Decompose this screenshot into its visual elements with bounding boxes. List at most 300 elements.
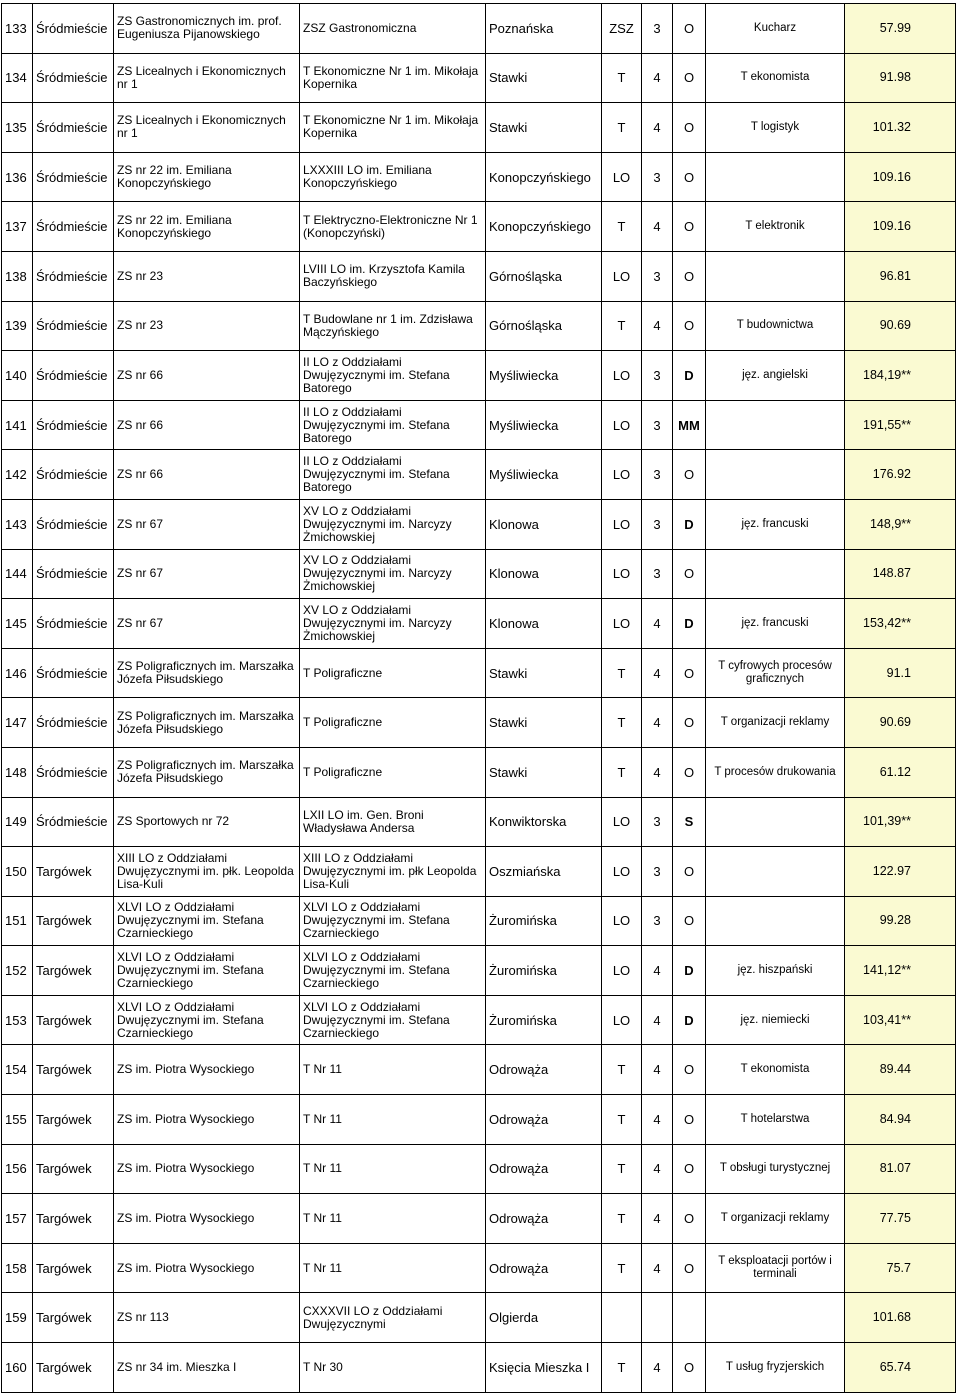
profile-cell [706, 1293, 845, 1343]
table-body [2, 4, 956, 1393]
class-type-cell: O [673, 251, 706, 301]
years-cell: 4 [642, 1194, 673, 1244]
score-cell: 141,12** [845, 946, 956, 996]
district-cell: Targówek [33, 1045, 114, 1095]
street-cell: Księcia Mieszka I [486, 1343, 602, 1393]
class-type-cell: O [673, 698, 706, 748]
school-type-cell: LO [602, 599, 642, 649]
class-type-cell: O [673, 1343, 706, 1393]
score-cell: 84.94 [845, 1095, 956, 1145]
school-type-cell: T [602, 1144, 642, 1194]
school-type-cell: LO [602, 351, 642, 401]
school-type-cell: T [602, 202, 642, 252]
score-cell: 101.32 [845, 103, 956, 153]
district-cell: Śródmieście [33, 648, 114, 698]
school-complex-cell: ZS nr 67 [114, 499, 300, 549]
school-type-cell: ZSZ [602, 4, 642, 54]
district-cell: Śródmieście [33, 698, 114, 748]
class-type-cell: O [673, 747, 706, 797]
table-row [2, 1243, 956, 1293]
years-cell: 4 [642, 648, 673, 698]
row-number: 139 [2, 301, 33, 351]
district-cell: Targówek [33, 1095, 114, 1145]
street-cell: Stawki [486, 698, 602, 748]
table-row [2, 351, 956, 401]
score-cell: 101.68 [845, 1293, 956, 1343]
class-type-cell: O [673, 450, 706, 500]
school-name-cell: XV LO z Oddziałami Dwujęzycznymi im. Narcyzy Żmichowskiej [300, 549, 486, 599]
street-cell: Olgierda [486, 1293, 602, 1343]
street-cell: Klonowa [486, 599, 602, 649]
row-number: 133 [2, 4, 33, 54]
row-number: 156 [2, 1144, 33, 1194]
street-cell: Odrowąża [486, 1144, 602, 1194]
school-name-cell: T Nr 11 [300, 1243, 486, 1293]
score-cell: 153,42** [845, 599, 956, 649]
row-number: 145 [2, 599, 33, 649]
years-cell [642, 1293, 673, 1343]
score-cell: 91.98 [845, 53, 956, 103]
school-complex-cell: ZS Licealnych i Ekonomicznych nr 1 [114, 103, 300, 153]
district-cell: Śródmieście [33, 499, 114, 549]
table-row [2, 301, 956, 351]
school-complex-cell: ZS nr 23 [114, 301, 300, 351]
street-cell: Stawki [486, 103, 602, 153]
school-complex-cell: ZS im. Piotra Wysockiego [114, 1144, 300, 1194]
profile-cell: T elektronik [706, 202, 845, 252]
street-cell: Stawki [486, 648, 602, 698]
profile-cell: T usług fryzjerskich [706, 1343, 845, 1393]
district-cell: Targówek [33, 1144, 114, 1194]
years-cell: 4 [642, 599, 673, 649]
class-type-cell: O [673, 103, 706, 153]
class-type-cell: MM [673, 400, 706, 450]
school-name-cell: II LO z Oddziałami Dwujęzycznymi im. Stefana Batorego [300, 450, 486, 500]
score-cell: 148,9** [845, 499, 956, 549]
school-name-cell: T Ekonomiczne Nr 1 im. Mikołaja Kopernika [300, 103, 486, 153]
table-row [2, 847, 956, 897]
school-complex-cell: ZS Poligraficznych im. Marszałka Józefa Piłsudskiego [114, 747, 300, 797]
district-cell: Śródmieście [33, 53, 114, 103]
score-cell: 101,39** [845, 797, 956, 847]
row-number: 147 [2, 698, 33, 748]
years-cell: 3 [642, 549, 673, 599]
profile-cell: T budownictwa [706, 301, 845, 351]
table-row [2, 450, 956, 500]
score-cell: 184,19** [845, 351, 956, 401]
district-cell: Śródmieście [33, 251, 114, 301]
school-type-cell: LO [602, 995, 642, 1045]
school-complex-cell: ZS nr 22 im. Emiliana Konopczyńskiego [114, 202, 300, 252]
school-complex-cell: ZS nr 113 [114, 1293, 300, 1343]
years-cell: 4 [642, 301, 673, 351]
years-cell: 4 [642, 995, 673, 1045]
table-row [2, 1095, 956, 1145]
years-cell: 3 [642, 152, 673, 202]
school-name-cell: CXXXVII LO z Oddziałami Dwujęzycznymi [300, 1293, 486, 1343]
score-cell: 191,55** [845, 400, 956, 450]
years-cell: 3 [642, 797, 673, 847]
row-number: 135 [2, 103, 33, 153]
table-row [2, 698, 956, 748]
class-type-cell: D [673, 499, 706, 549]
years-cell: 4 [642, 1095, 673, 1145]
street-cell: Myśliwiecka [486, 400, 602, 450]
table-row [2, 648, 956, 698]
street-cell: Myśliwiecka [486, 351, 602, 401]
row-number: 150 [2, 847, 33, 897]
school-type-cell: LO [602, 946, 642, 996]
district-cell: Śródmieście [33, 450, 114, 500]
years-cell: 4 [642, 53, 673, 103]
street-cell: Konwiktorska [486, 797, 602, 847]
score-cell: 89.44 [845, 1045, 956, 1095]
profile-cell [706, 152, 845, 202]
score-cell: 77.75 [845, 1194, 956, 1244]
table-row [2, 499, 956, 549]
school-complex-cell: ZS im. Piotra Wysockiego [114, 1045, 300, 1095]
district-cell: Śródmieście [33, 103, 114, 153]
profile-cell: jęz. francuski [706, 599, 845, 649]
score-cell: 109.16 [845, 152, 956, 202]
district-cell: Śródmieście [33, 599, 114, 649]
profile-cell: Kucharz [706, 4, 845, 54]
class-type-cell: O [673, 53, 706, 103]
years-cell: 4 [642, 698, 673, 748]
table-row [2, 1343, 956, 1393]
row-number: 134 [2, 53, 33, 103]
district-cell: Śródmieście [33, 351, 114, 401]
street-cell: Odrowąża [486, 1194, 602, 1244]
school-type-cell: T [602, 1343, 642, 1393]
row-number: 140 [2, 351, 33, 401]
row-number: 138 [2, 251, 33, 301]
table-row [2, 251, 956, 301]
school-type-cell: LO [602, 797, 642, 847]
table-row [2, 152, 956, 202]
years-cell: 4 [642, 747, 673, 797]
school-type-cell: T [602, 103, 642, 153]
score-cell: 176.92 [845, 450, 956, 500]
school-complex-cell: ZS Gastronomicznych im. prof. Eugeniusza Pijanowskiego [114, 4, 300, 54]
school-complex-cell: ZS nr 66 [114, 400, 300, 450]
school-admissions-table [1, 3, 956, 1393]
street-cell: Poznańska [486, 4, 602, 54]
school-name-cell: XLVI LO z Oddziałami Dwujęzycznymi im. Stefana Czarnieckiego [300, 896, 486, 946]
table-row [2, 549, 956, 599]
years-cell: 3 [642, 251, 673, 301]
row-number: 144 [2, 549, 33, 599]
table-row [2, 1194, 956, 1244]
school-complex-cell: ZS im. Piotra Wysockiego [114, 1243, 300, 1293]
profile-cell: T cyfrowych procesów graficznych [706, 648, 845, 698]
school-name-cell: XLVI LO z Oddziałami Dwujęzycznymi im. Stefana Czarnieckiego [300, 995, 486, 1045]
table-row [2, 1144, 956, 1194]
score-cell: 75.7 [845, 1243, 956, 1293]
school-type-cell: T [602, 1194, 642, 1244]
district-cell: Targówek [33, 1194, 114, 1244]
school-type-cell: LO [602, 400, 642, 450]
street-cell: Odrowąża [486, 1243, 602, 1293]
school-type-cell: LO [602, 896, 642, 946]
class-type-cell: O [673, 896, 706, 946]
school-name-cell: T Nr 30 [300, 1343, 486, 1393]
score-cell: 103,41** [845, 995, 956, 1045]
profile-cell: T hotelarstwa [706, 1095, 845, 1145]
profile-cell [706, 549, 845, 599]
school-complex-cell: XIII LO z Oddziałami Dwujęzycznymi im. płk. Leopolda Lisa-Kuli [114, 847, 300, 897]
profile-cell [706, 251, 845, 301]
street-cell: Oszmiańska [486, 847, 602, 897]
school-name-cell: ZSZ Gastronomiczna [300, 4, 486, 54]
school-type-cell [602, 1293, 642, 1343]
district-cell: Targówek [33, 896, 114, 946]
row-number: 160 [2, 1343, 33, 1393]
years-cell: 4 [642, 1243, 673, 1293]
profile-cell [706, 450, 845, 500]
school-type-cell: LO [602, 251, 642, 301]
profile-cell: jęz. francuski [706, 499, 845, 549]
table-row [2, 599, 956, 649]
years-cell: 3 [642, 847, 673, 897]
school-complex-cell: XLVI LO z Oddziałami Dwujęzycznymi im. Stefana Czarnieckiego [114, 896, 300, 946]
school-name-cell: II LO z Oddziałami Dwujęzycznymi im. Stefana Batorego [300, 400, 486, 450]
score-cell: 91.1 [845, 648, 956, 698]
table-row [2, 797, 956, 847]
profile-cell: jęz. angielski [706, 351, 845, 401]
table-row [2, 4, 956, 54]
table-row [2, 946, 956, 996]
profile-cell [706, 400, 845, 450]
table-row [2, 896, 956, 946]
school-name-cell: T Elektryczno-Elektroniczne Nr 1 (Konopczyński) [300, 202, 486, 252]
school-type-cell: T [602, 698, 642, 748]
score-cell: 90.69 [845, 698, 956, 748]
row-number: 142 [2, 450, 33, 500]
years-cell: 3 [642, 4, 673, 54]
class-type-cell: S [673, 797, 706, 847]
row-number: 148 [2, 747, 33, 797]
class-type-cell: D [673, 995, 706, 1045]
score-cell: 109.16 [845, 202, 956, 252]
street-cell: Żuromińska [486, 946, 602, 996]
row-number: 141 [2, 400, 33, 450]
district-cell: Targówek [33, 1343, 114, 1393]
class-type-cell: O [673, 1243, 706, 1293]
school-complex-cell: ZS im. Piotra Wysockiego [114, 1194, 300, 1244]
row-number: 157 [2, 1194, 33, 1244]
class-type-cell: O [673, 301, 706, 351]
street-cell: Odrowąża [486, 1045, 602, 1095]
class-type-cell: D [673, 946, 706, 996]
class-type-cell: O [673, 202, 706, 252]
street-cell: Konopczyńskiego [486, 152, 602, 202]
row-number: 151 [2, 896, 33, 946]
school-type-cell: LO [602, 450, 642, 500]
street-cell: Myśliwiecka [486, 450, 602, 500]
street-cell: Stawki [486, 747, 602, 797]
school-name-cell: XIII LO z Oddziałami Dwujęzycznymi im. płk Leopolda Lisa-Kuli [300, 847, 486, 897]
table-row [2, 1293, 956, 1343]
school-name-cell: LXII LO im. Gen. Broni Władysława Andersa [300, 797, 486, 847]
district-cell: Targówek [33, 995, 114, 1045]
profile-cell: T procesów drukowania [706, 747, 845, 797]
profile-cell: T eksploatacji portów i terminali [706, 1243, 845, 1293]
school-complex-cell: XLVI LO z Oddziałami Dwujęzycznymi im. Stefana Czarnieckiego [114, 995, 300, 1045]
score-cell: 99.28 [845, 896, 956, 946]
row-number: 154 [2, 1045, 33, 1095]
school-complex-cell: ZS im. Piotra Wysockiego [114, 1095, 300, 1145]
years-cell: 4 [642, 1144, 673, 1194]
row-number: 136 [2, 152, 33, 202]
years-cell: 4 [642, 202, 673, 252]
school-name-cell: T Nr 11 [300, 1095, 486, 1145]
district-cell: Targówek [33, 847, 114, 897]
street-cell: Klonowa [486, 549, 602, 599]
score-cell: 57.99 [845, 4, 956, 54]
district-cell: Śródmieście [33, 202, 114, 252]
class-type-cell: O [673, 1144, 706, 1194]
school-name-cell: LXXXIII LO im. Emiliana Konopczyńskiego [300, 152, 486, 202]
school-name-cell: II LO z Oddziałami Dwujęzycznymi im. Stefana Batorego [300, 351, 486, 401]
school-name-cell: T Nr 11 [300, 1194, 486, 1244]
class-type-cell: O [673, 847, 706, 897]
district-cell: Śródmieście [33, 4, 114, 54]
street-cell: Klonowa [486, 499, 602, 549]
years-cell: 4 [642, 946, 673, 996]
school-type-cell: T [602, 747, 642, 797]
class-type-cell [673, 1293, 706, 1343]
table-row [2, 202, 956, 252]
school-type-cell: LO [602, 847, 642, 897]
school-complex-cell: ZS nr 34 im. Mieszka I [114, 1343, 300, 1393]
table-row [2, 53, 956, 103]
profile-cell: T logistyk [706, 103, 845, 153]
district-cell: Targówek [33, 1243, 114, 1293]
score-cell: 90.69 [845, 301, 956, 351]
street-cell: Odrowąża [486, 1095, 602, 1145]
school-name-cell: LVIII LO im. Krzysztofa Kamila Baczyńskiego [300, 251, 486, 301]
profile-cell: T organizacji reklamy [706, 1194, 845, 1244]
class-type-cell: O [673, 4, 706, 54]
row-number: 146 [2, 648, 33, 698]
school-name-cell: T Budowlane nr 1 im. Zdzisława Mączyńskiego [300, 301, 486, 351]
row-number: 137 [2, 202, 33, 252]
class-type-cell: O [673, 152, 706, 202]
score-cell: 61.12 [845, 747, 956, 797]
school-type-cell: T [602, 301, 642, 351]
row-number: 158 [2, 1243, 33, 1293]
profile-cell: T organizacji reklamy [706, 698, 845, 748]
class-type-cell: D [673, 351, 706, 401]
profile-cell [706, 847, 845, 897]
school-name-cell: XV LO z Oddziałami Dwujęzycznymi im. Narcyzy Żmichowskiej [300, 599, 486, 649]
school-complex-cell: ZS nr 66 [114, 450, 300, 500]
profile-cell: jęz. hiszpański [706, 946, 845, 996]
school-name-cell: T Ekonomiczne Nr 1 im. Mikołaja Kopernika [300, 53, 486, 103]
school-type-cell: T [602, 648, 642, 698]
school-type-cell: LO [602, 152, 642, 202]
school-name-cell: T Poligraficzne [300, 747, 486, 797]
years-cell: 3 [642, 450, 673, 500]
school-complex-cell: ZS Poligraficznych im. Marszałka Józefa Piłsudskiego [114, 698, 300, 748]
profile-cell [706, 797, 845, 847]
school-type-cell: LO [602, 549, 642, 599]
school-type-cell: T [602, 1243, 642, 1293]
row-number: 143 [2, 499, 33, 549]
school-complex-cell: ZS nr 67 [114, 599, 300, 649]
row-number: 155 [2, 1095, 33, 1145]
school-type-cell: LO [602, 499, 642, 549]
street-cell: Żuromińska [486, 896, 602, 946]
street-cell: Konopczyńskiego [486, 202, 602, 252]
class-type-cell: O [673, 648, 706, 698]
school-complex-cell: ZS nr 22 im. Emiliana Konopczyńskiego [114, 152, 300, 202]
district-cell: Targówek [33, 1293, 114, 1343]
score-cell: 65.74 [845, 1343, 956, 1393]
profile-cell: T ekonomista [706, 1045, 845, 1095]
school-complex-cell: ZS nr 23 [114, 251, 300, 301]
district-cell: Śródmieście [33, 400, 114, 450]
street-cell: Górnośląska [486, 251, 602, 301]
class-type-cell: O [673, 1095, 706, 1145]
district-cell: Śródmieście [33, 301, 114, 351]
score-cell: 81.07 [845, 1144, 956, 1194]
street-cell: Górnośląska [486, 301, 602, 351]
school-name-cell: T Nr 11 [300, 1045, 486, 1095]
class-type-cell: O [673, 1194, 706, 1244]
district-cell: Śródmieście [33, 549, 114, 599]
years-cell: 4 [642, 1045, 673, 1095]
years-cell: 3 [642, 400, 673, 450]
district-cell: Śródmieście [33, 152, 114, 202]
row-number: 153 [2, 995, 33, 1045]
table-row [2, 400, 956, 450]
score-cell: 96.81 [845, 251, 956, 301]
row-number: 152 [2, 946, 33, 996]
table-row [2, 1045, 956, 1095]
class-type-cell: O [673, 1045, 706, 1095]
school-name-cell: XLVI LO z Oddziałami Dwujęzycznymi im. Stefana Czarnieckiego [300, 946, 486, 996]
school-complex-cell: ZS Sportowych nr 72 [114, 797, 300, 847]
school-name-cell: T Poligraficzne [300, 698, 486, 748]
school-type-cell: T [602, 53, 642, 103]
school-complex-cell: ZS Poligraficznych im. Marszałka Józefa Piłsudskiego [114, 648, 300, 698]
school-type-cell: T [602, 1095, 642, 1145]
years-cell: 4 [642, 1343, 673, 1393]
school-complex-cell: ZS Licealnych i Ekonomicznych nr 1 [114, 53, 300, 103]
table-row [2, 103, 956, 153]
years-cell: 3 [642, 351, 673, 401]
score-cell: 148.87 [845, 549, 956, 599]
school-complex-cell: ZS nr 67 [114, 549, 300, 599]
table-row [2, 747, 956, 797]
table-row [2, 995, 956, 1045]
row-number: 159 [2, 1293, 33, 1343]
district-cell: Targówek [33, 946, 114, 996]
street-cell: Żuromińska [486, 995, 602, 1045]
row-number: 149 [2, 797, 33, 847]
district-cell: Śródmieście [33, 747, 114, 797]
profile-cell: T obsługi turystycznej [706, 1144, 845, 1194]
school-name-cell: T Poligraficzne [300, 648, 486, 698]
class-type-cell: D [673, 599, 706, 649]
profile-cell [706, 896, 845, 946]
profile-cell: T ekonomista [706, 53, 845, 103]
district-cell: Śródmieście [33, 797, 114, 847]
school-complex-cell: ZS nr 66 [114, 351, 300, 401]
score-cell: 122.97 [845, 847, 956, 897]
